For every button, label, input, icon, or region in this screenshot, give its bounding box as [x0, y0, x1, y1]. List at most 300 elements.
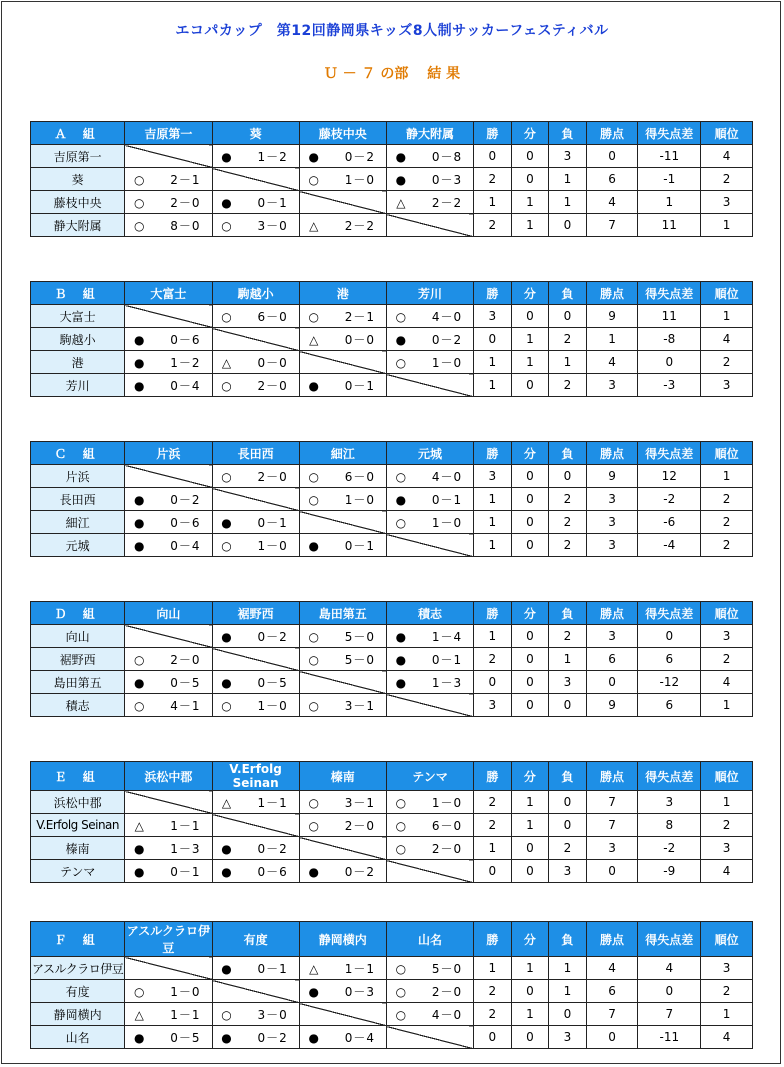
group-header-row	[31, 122, 753, 145]
match-result	[125, 534, 212, 557]
match-score: 1－1	[257, 795, 288, 810]
match-score: 2－0	[170, 195, 201, 210]
self-match-cell	[212, 648, 299, 671]
match-result	[125, 511, 212, 534]
team-row	[31, 837, 753, 860]
result-mark: △	[221, 795, 232, 810]
stat-value: 7	[586, 214, 638, 237]
stat-header: 得失点差	[638, 922, 701, 957]
match-result	[386, 625, 473, 648]
result-mark: ●	[395, 332, 407, 347]
stat-header: 勝点	[586, 282, 638, 305]
stat-value: 2	[474, 214, 512, 237]
self-match-cell	[125, 145, 212, 168]
self-match-cell	[386, 534, 473, 557]
stat-value: 0	[511, 511, 549, 534]
team-name: V.Erfolg Seinan	[31, 814, 125, 837]
result-mark: ●	[395, 629, 407, 644]
stat-value: 7	[586, 814, 638, 837]
result-mark: ●	[395, 492, 407, 507]
stat-value: 1	[701, 305, 753, 328]
stat-header: 勝	[474, 602, 512, 625]
match-result	[299, 488, 386, 511]
result-mark: ●	[134, 492, 145, 507]
stat-value: 0	[638, 351, 701, 374]
match-score: 0－1	[257, 515, 288, 530]
match-result	[212, 791, 299, 814]
team-header: 静岡横内	[299, 922, 386, 957]
match-result	[299, 305, 386, 328]
stat-value: 1	[474, 837, 512, 860]
stat-value: 2	[701, 814, 753, 837]
match-score: 2－0	[431, 984, 463, 999]
stat-value: 4	[586, 351, 638, 374]
self-match-cell	[125, 465, 212, 488]
result-mark: △	[134, 818, 144, 833]
match-result	[212, 214, 299, 237]
match-score: 0－3	[344, 984, 375, 999]
self-match-cell	[212, 814, 299, 837]
stat-value: 1	[474, 191, 512, 214]
result-mark: ●	[134, 515, 145, 530]
result-mark: ○	[221, 469, 232, 484]
self-match-cell	[212, 168, 299, 191]
team-row	[31, 980, 753, 1003]
match-result	[125, 351, 212, 374]
stat-value: 1	[701, 791, 753, 814]
stat-value: 3	[701, 957, 753, 980]
team-name: 静岡横内	[31, 1003, 125, 1026]
match-score: 2－0	[344, 818, 375, 833]
match-score: 1－0	[344, 492, 375, 507]
stat-header: 勝	[474, 282, 512, 305]
match-score: 1－2	[170, 355, 201, 370]
team-row	[31, 168, 753, 191]
match-score: 2－0	[431, 841, 463, 856]
result-mark: ●	[221, 629, 232, 644]
team-name: 片浜	[31, 465, 125, 488]
team-name: 積志	[31, 694, 125, 717]
group-label: Ａ 組	[31, 122, 125, 145]
stat-value: 0	[511, 168, 549, 191]
match-result	[212, 374, 299, 397]
stat-value: 4	[586, 191, 638, 214]
stat-value: 0	[511, 1026, 549, 1049]
stat-value: 0	[511, 671, 549, 694]
stat-header: 勝	[474, 762, 512, 791]
stat-value: 1	[474, 625, 512, 648]
result-mark: ○	[134, 652, 145, 667]
team-header: 元城	[386, 442, 473, 465]
team-row	[31, 214, 753, 237]
stat-value: 3	[701, 625, 753, 648]
match-score: 0－2	[257, 629, 288, 644]
team-header: 向山	[125, 602, 212, 625]
match-result	[125, 814, 212, 837]
team-name: 静大附属	[31, 214, 125, 237]
match-score: 2－0	[257, 378, 288, 393]
match-result	[299, 694, 386, 717]
match-result	[125, 214, 212, 237]
match-score: 2－0	[257, 469, 288, 484]
match-result	[212, 511, 299, 534]
result-mark: ●	[221, 1030, 232, 1045]
stat-value: 1	[511, 191, 549, 214]
stat-value: 2	[549, 534, 587, 557]
result-mark: ○	[395, 355, 407, 370]
match-score: 1－3	[431, 675, 463, 690]
result-mark: ○	[308, 629, 319, 644]
result-mark: ●	[221, 675, 232, 690]
stat-value: 0	[549, 791, 587, 814]
stat-header: 勝点	[586, 922, 638, 957]
stat-header: 勝点	[586, 122, 638, 145]
stat-value: 2	[474, 814, 512, 837]
match-result	[299, 791, 386, 814]
match-score: 6－0	[344, 469, 375, 484]
match-result	[386, 328, 473, 351]
stat-value: 1	[511, 351, 549, 374]
result-mark: ○	[308, 172, 319, 187]
stat-header: 負	[549, 762, 587, 791]
team-header: 葵	[212, 122, 299, 145]
stat-value: 0	[511, 837, 549, 860]
stat-value: 1	[586, 328, 638, 351]
match-result	[212, 860, 299, 883]
group-header-row	[31, 442, 753, 465]
match-result	[386, 511, 473, 534]
stat-header: 分	[511, 442, 549, 465]
stat-value: 0	[549, 694, 587, 717]
stat-value: 0	[586, 860, 638, 883]
team-row	[31, 465, 753, 488]
stat-value: 1	[549, 980, 587, 1003]
group-label: Ｂ 組	[31, 282, 125, 305]
stat-value: 0	[511, 145, 549, 168]
match-score: 3－0	[257, 218, 288, 233]
result-mark: ○	[308, 818, 319, 833]
match-result	[125, 488, 212, 511]
stat-value: 3	[549, 1026, 587, 1049]
self-match-cell	[386, 860, 473, 883]
team-row	[31, 374, 753, 397]
result-mark: ○	[308, 652, 319, 667]
stat-value: 3	[701, 374, 753, 397]
result-mark: ●	[308, 538, 319, 553]
stat-value: 0	[549, 465, 587, 488]
stat-header: 勝点	[586, 442, 638, 465]
self-match-cell	[125, 305, 212, 328]
match-result	[212, 1026, 299, 1049]
result-mark: ○	[395, 841, 407, 856]
match-score: 3－0	[257, 1007, 288, 1022]
stat-value: 2	[549, 511, 587, 534]
stat-value: 1	[701, 1003, 753, 1026]
match-score: 4－0	[431, 469, 463, 484]
team-name: 向山	[31, 625, 125, 648]
team-header: 有度	[212, 922, 299, 957]
match-score: 0－4	[344, 1030, 375, 1045]
stat-value: 0	[638, 625, 701, 648]
team-header: 裾野西	[212, 602, 299, 625]
stat-value: 0	[511, 860, 549, 883]
self-match-cell	[212, 980, 299, 1003]
match-result	[299, 465, 386, 488]
result-mark: ○	[308, 698, 319, 713]
match-result	[212, 694, 299, 717]
self-match-cell	[299, 1003, 386, 1026]
stat-value: 2	[474, 791, 512, 814]
stat-header: 得失点差	[638, 282, 701, 305]
stat-value: 2	[474, 980, 512, 1003]
match-result	[125, 191, 212, 214]
result-mark: ○	[395, 961, 407, 976]
stat-value: 11	[638, 214, 701, 237]
result-mark: ●	[308, 984, 319, 999]
self-match-cell	[299, 351, 386, 374]
team-name: 裾野西	[31, 648, 125, 671]
match-score: 0－5	[257, 675, 288, 690]
stat-value: 1	[474, 511, 512, 534]
result-mark: ●	[308, 149, 319, 164]
match-result	[125, 694, 212, 717]
stat-header: 負	[549, 282, 587, 305]
team-row	[31, 534, 753, 557]
result-mark: ●	[221, 149, 232, 164]
stat-value: 0	[549, 214, 587, 237]
match-result	[212, 305, 299, 328]
stat-header: 分	[511, 922, 549, 957]
stat-value: 1	[701, 465, 753, 488]
match-result	[386, 488, 473, 511]
match-score: 4－1	[170, 698, 201, 713]
stat-value: 3	[586, 837, 638, 860]
match-result	[125, 1003, 212, 1026]
stat-value: 4	[701, 671, 753, 694]
result-mark: ●	[395, 652, 407, 667]
page-subtitle: Ｕ － ７ の部 結 果	[323, 66, 461, 82]
stat-value: 0	[638, 980, 701, 1003]
match-score: 0－6	[170, 332, 201, 347]
stat-value: -11	[638, 145, 701, 168]
team-header: 吉原第一	[125, 122, 212, 145]
team-header: 山名	[386, 922, 473, 957]
match-score: 3－1	[344, 795, 375, 810]
result-mark: ○	[308, 469, 319, 484]
self-match-cell	[299, 511, 386, 534]
match-result	[212, 1003, 299, 1026]
stat-value: -12	[638, 671, 701, 694]
match-result	[125, 648, 212, 671]
stat-value: 0	[511, 534, 549, 557]
team-row	[31, 191, 753, 214]
result-mark: ○	[134, 984, 145, 999]
match-score: 1－1	[170, 818, 201, 833]
stat-value: 3	[474, 305, 512, 328]
group-table	[30, 761, 753, 883]
match-result	[299, 328, 386, 351]
match-score: 1－0	[257, 698, 288, 713]
stat-value: 11	[638, 305, 701, 328]
match-score: 0－4	[170, 538, 201, 553]
match-result	[299, 214, 386, 237]
result-mark: △	[309, 332, 319, 347]
team-header: 静大附属	[386, 122, 473, 145]
self-match-cell	[386, 1026, 473, 1049]
match-result	[299, 980, 386, 1003]
stat-value: 0	[474, 1026, 512, 1049]
match-result	[212, 625, 299, 648]
team-name: 有度	[31, 980, 125, 1003]
match-result	[212, 837, 299, 860]
team-name: 島田第五	[31, 671, 125, 694]
match-score: 0－2	[344, 149, 375, 164]
match-score: 1－1	[344, 961, 375, 976]
match-score: 1－0	[344, 172, 375, 187]
team-name: テンマ	[31, 860, 125, 883]
stat-value: 2	[701, 488, 753, 511]
stat-value: 2	[701, 648, 753, 671]
team-header: テンマ	[386, 762, 473, 791]
stat-header: 得失点差	[638, 122, 701, 145]
group-header-row	[31, 282, 753, 305]
stat-header: 得失点差	[638, 442, 701, 465]
stat-header: 分	[511, 282, 549, 305]
stat-value: 2	[549, 488, 587, 511]
team-name: 浜松中郡	[31, 791, 125, 814]
result-mark: ●	[221, 841, 232, 856]
match-result	[299, 374, 386, 397]
match-result	[125, 1026, 212, 1049]
match-result	[386, 837, 473, 860]
stat-value: -8	[638, 328, 701, 351]
stat-value: 1	[638, 191, 701, 214]
team-header: 島田第五	[299, 602, 386, 625]
stat-value: 3	[701, 837, 753, 860]
result-mark: ●	[308, 378, 319, 393]
match-score: 1－0	[170, 984, 201, 999]
result-mark: ●	[134, 355, 145, 370]
stat-value: 4	[701, 145, 753, 168]
match-result	[299, 168, 386, 191]
stat-value: 8	[638, 814, 701, 837]
stat-value: 1	[701, 694, 753, 717]
team-header: 大富士	[125, 282, 212, 305]
stat-value: 9	[586, 465, 638, 488]
result-mark: ○	[395, 984, 407, 999]
match-result	[386, 465, 473, 488]
self-match-cell	[212, 488, 299, 511]
match-result	[212, 465, 299, 488]
team-row	[31, 671, 753, 694]
team-row	[31, 625, 753, 648]
stat-value: -6	[638, 511, 701, 534]
stat-header: 得失点差	[638, 762, 701, 791]
stat-value: 1	[549, 191, 587, 214]
match-score: 2－1	[344, 309, 375, 324]
match-result	[386, 671, 473, 694]
match-score: 6－0	[431, 818, 463, 833]
match-score: 0－1	[344, 538, 375, 553]
group-label: Ｅ 組	[31, 762, 125, 791]
stat-header: 負	[549, 442, 587, 465]
group-label: Ｃ 組	[31, 442, 125, 465]
result-mark: ○	[395, 515, 407, 530]
match-score: 1－4	[431, 629, 463, 644]
self-match-cell	[299, 837, 386, 860]
team-row	[31, 957, 753, 980]
result-mark: ○	[308, 795, 319, 810]
stat-value: 3	[549, 671, 587, 694]
match-result	[386, 814, 473, 837]
self-match-cell	[299, 671, 386, 694]
match-score: 0－0	[344, 332, 375, 347]
self-match-cell	[386, 694, 473, 717]
match-score: 1－0	[431, 515, 463, 530]
stat-value: 1	[474, 374, 512, 397]
match-result	[125, 980, 212, 1003]
stat-value: 0	[474, 145, 512, 168]
stat-value: 0	[511, 625, 549, 648]
team-row	[31, 488, 753, 511]
match-result	[125, 328, 212, 351]
result-mark: ●	[134, 675, 145, 690]
match-score: 3－1	[344, 698, 375, 713]
stat-value: 2	[549, 374, 587, 397]
match-score: 0－4	[170, 378, 201, 393]
team-header: 榛南	[299, 762, 386, 791]
stat-value: 0	[511, 694, 549, 717]
stat-value: 6	[586, 168, 638, 191]
match-score: 2－2	[344, 218, 375, 233]
result-mark: ○	[221, 698, 232, 713]
group-table	[30, 121, 753, 237]
match-result	[299, 534, 386, 557]
result-mark: ○	[221, 378, 232, 393]
team-name: 山名	[31, 1026, 125, 1049]
result-mark: △	[134, 1007, 144, 1022]
match-result	[212, 671, 299, 694]
stat-value: 12	[638, 465, 701, 488]
result-mark: ○	[395, 818, 407, 833]
match-result	[386, 191, 473, 214]
stat-value: 2	[701, 351, 753, 374]
stat-value: 0	[586, 671, 638, 694]
match-result	[125, 671, 212, 694]
stat-value: 0	[511, 648, 549, 671]
stat-value: 3	[586, 374, 638, 397]
result-mark: ○	[395, 1007, 407, 1022]
match-score: 0－8	[431, 149, 463, 164]
stat-value: 3	[586, 511, 638, 534]
match-result	[386, 305, 473, 328]
team-name: 吉原第一	[31, 145, 125, 168]
match-score: 1－1	[170, 1007, 201, 1022]
result-mark: ○	[134, 218, 145, 233]
team-header: 駒越小	[212, 282, 299, 305]
match-score: 0－1	[431, 652, 463, 667]
stat-value: 1	[511, 957, 549, 980]
stat-value: -11	[638, 1026, 701, 1049]
stat-value: 2	[474, 1003, 512, 1026]
stat-value: 7	[586, 1003, 638, 1026]
result-mark: ○	[221, 1007, 232, 1022]
result-mark: ●	[134, 378, 145, 393]
stat-value: 0	[511, 374, 549, 397]
stat-value: 7	[638, 1003, 701, 1026]
stat-value: 1	[511, 328, 549, 351]
stat-header: 順位	[701, 282, 753, 305]
